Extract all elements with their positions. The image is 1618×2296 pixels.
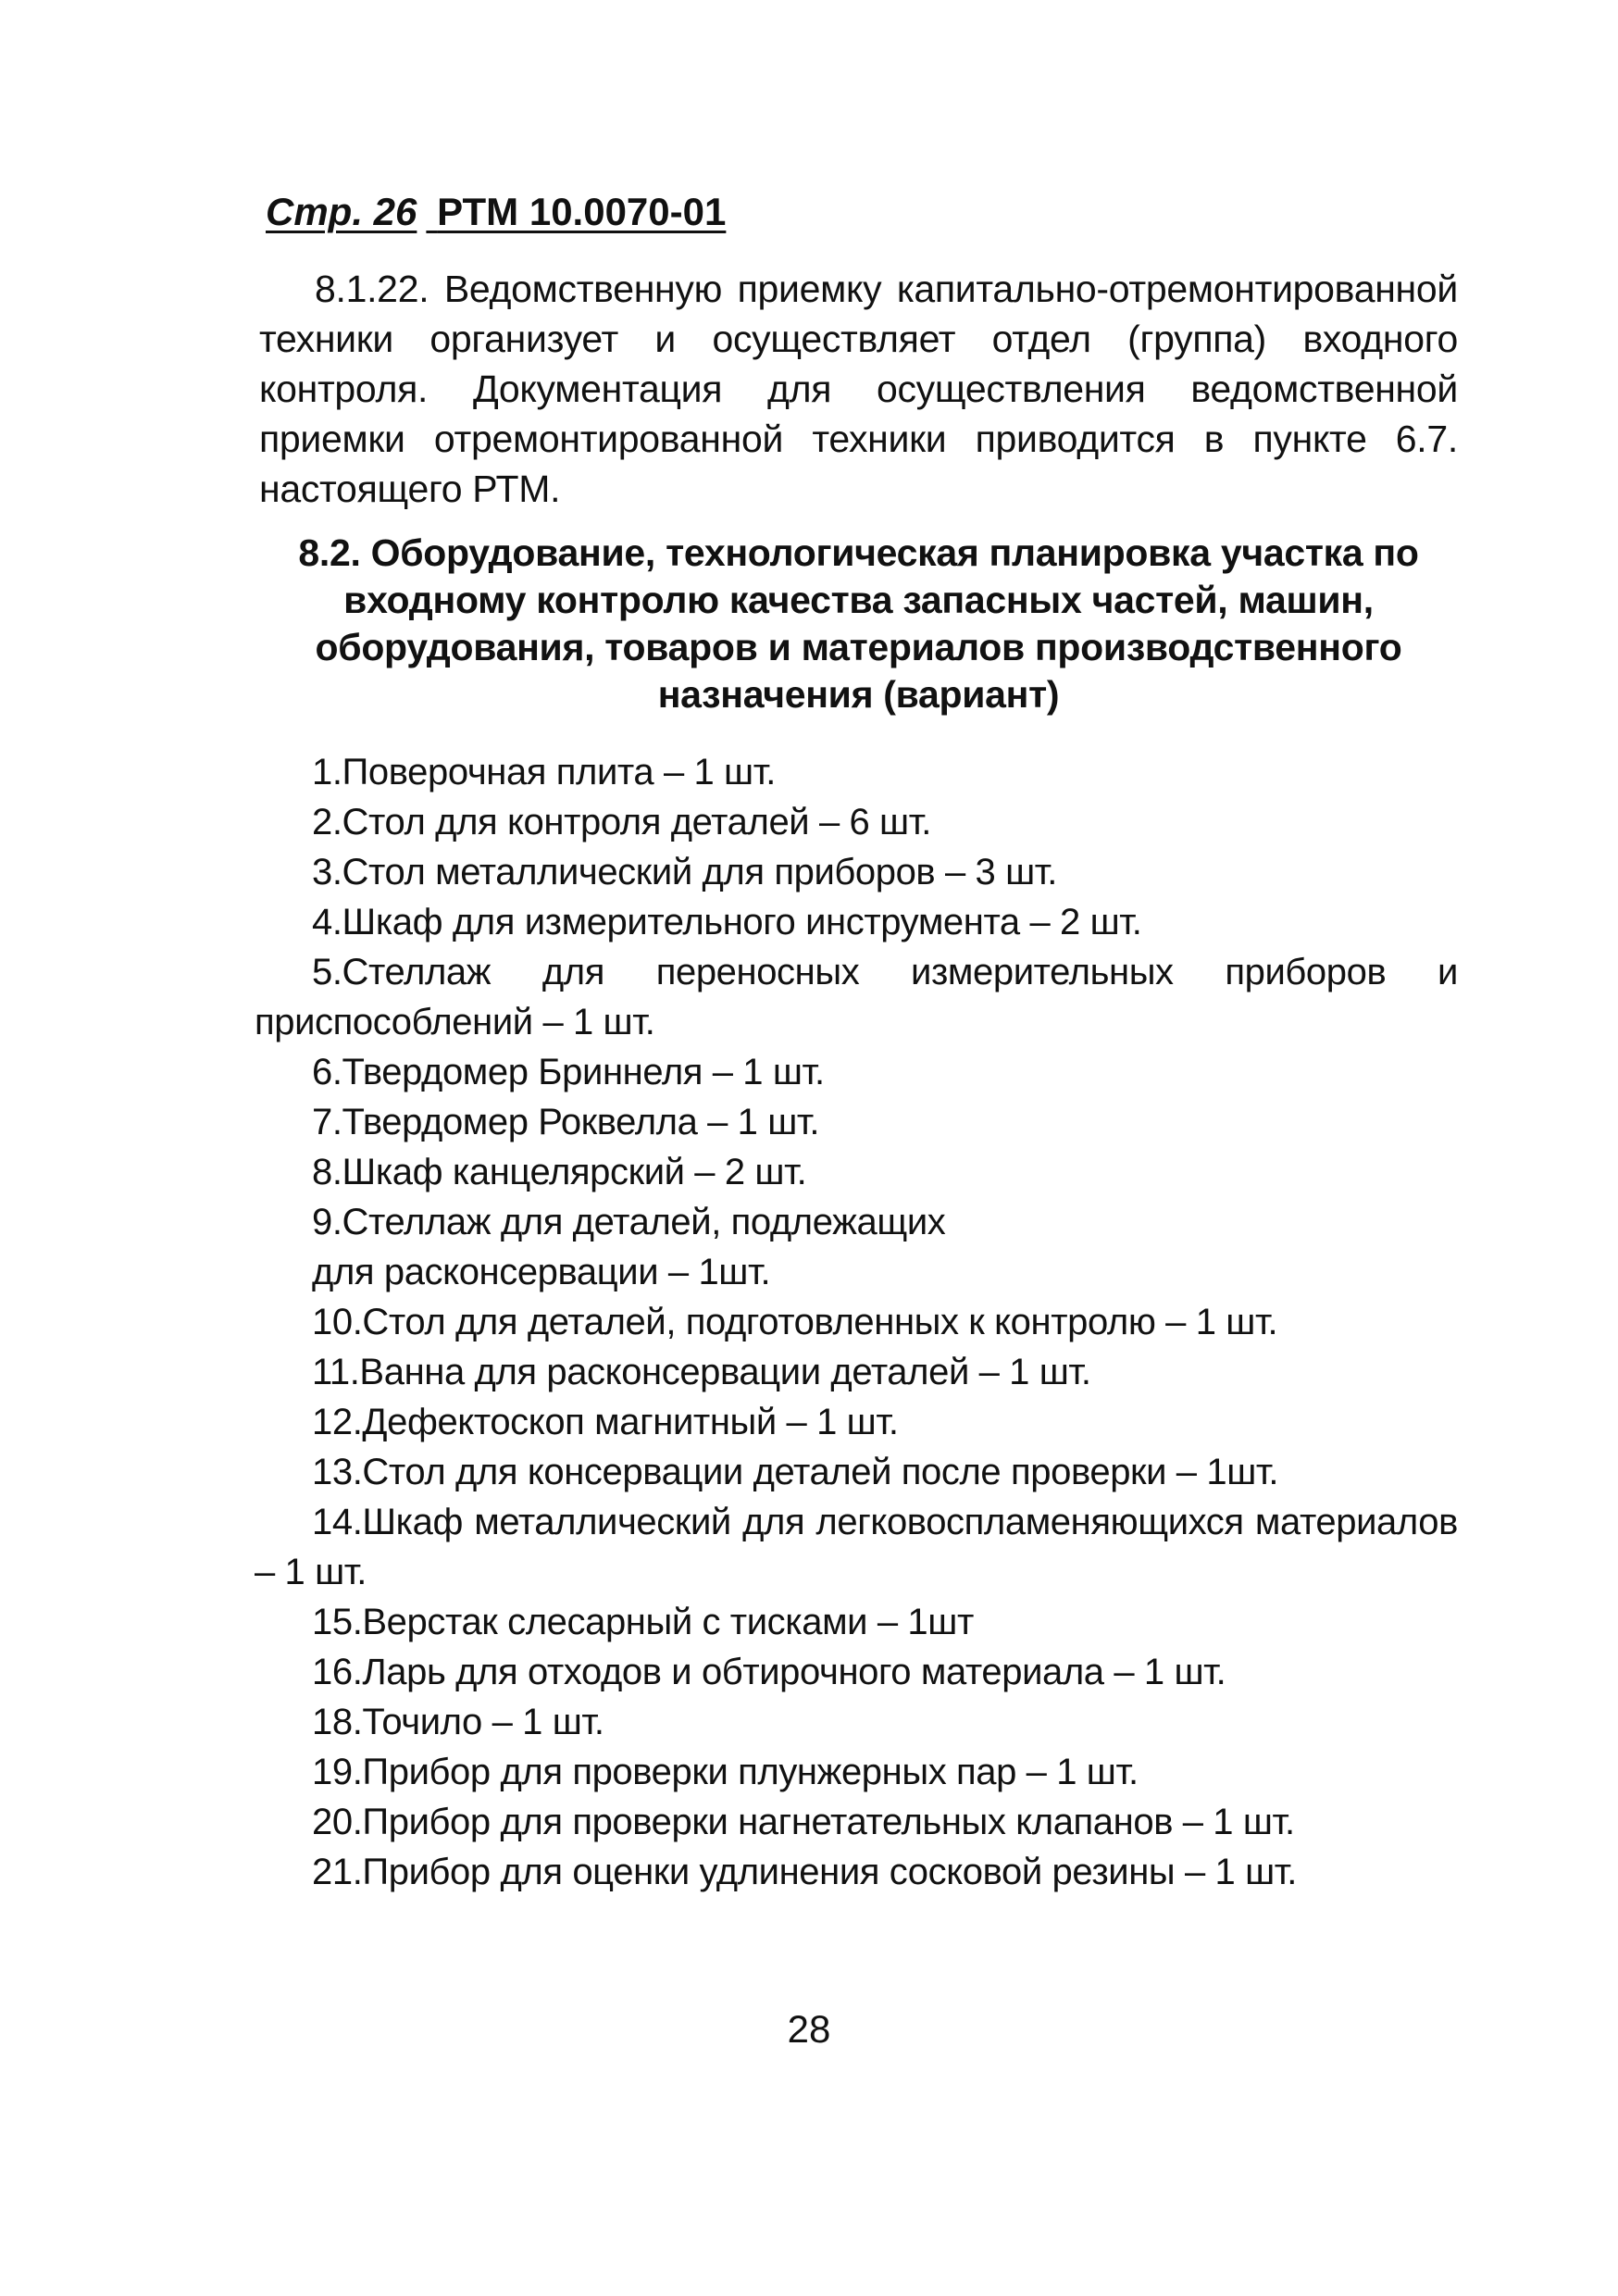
equipment-list bbox=[255, 747, 1458, 1897]
list-item: 1.Поверочная плита – 1 шт. bbox=[312, 752, 776, 792]
list-item: 8.Шкаф канцелярский – 2 шт. bbox=[312, 1152, 807, 1192]
list-item: 16.Ларь для отходов и обтирочного материала – 1 шт. bbox=[312, 1652, 1226, 1692]
paragraph-8-1-22: 8.1.22. Ведомственную приемку капитально-отремонтированной техники организует и осуществляет отдел (группа) входного контроля. Документация для осуществления ведомственной приемки отремонтированной техники приводится в пункте 6.7. настоящего РТМ. bbox=[259, 268, 1458, 510]
list-item: 20.Прибор для проверки нагнетательных клапанов – 1 шт. bbox=[312, 1802, 1295, 1842]
list-item: 7.Твердомер Роквелла – 1 шт. bbox=[312, 1102, 820, 1142]
document-code: РТМ 10.0070-01 bbox=[437, 190, 727, 233]
list-item: 6.Твердомер Бриннеля – 1 шт. bbox=[312, 1052, 825, 1092]
page-header bbox=[266, 190, 726, 234]
list-item: 9.Стеллаж для деталей, подлежащих bbox=[312, 1202, 946, 1242]
section-title-8-2: 8.2. Оборудование, технологическая планировка участка по входному контролю качества запасных частей, машин, оборудования, товаров и материалов производственного назначения (вариант) bbox=[298, 531, 1419, 716]
list-item-continuation: для расконсервации – 1шт. bbox=[312, 1252, 771, 1292]
list-item: 15.Верстак слесарный с тисками – 1шт bbox=[312, 1602, 974, 1642]
list-item: 10.Стол для деталей, подготовленных к контролю – 1 шт. bbox=[312, 1302, 1278, 1342]
list-item: 3.Стол металлический для приборов – 3 шт. bbox=[312, 852, 1058, 892]
list-item: 21.Прибор для оценки удлинения сосковой резины – 1 шт. bbox=[312, 1852, 1298, 1892]
list-item: 12.Дефектоскоп магнитный – 1 шт. bbox=[312, 1402, 899, 1442]
list-item: 4.Шкаф для измерительного инструмента – 2 шт. bbox=[312, 902, 1142, 942]
page-label: Стр. 26 bbox=[266, 190, 417, 233]
list-item: 2.Стол для контроля деталей – 6 шт. bbox=[312, 802, 931, 842]
list-item: 14.Шкаф металлический для легковоспламеняющихся материалов – 1 шт. bbox=[255, 1502, 1458, 1592]
page-number: 28 bbox=[787, 2007, 831, 2051]
list-item: 5.Стеллаж для переносных измерительных приборов и приспособлений – 1 шт. bbox=[255, 952, 1458, 1042]
list-item: 11.Ванна для расконсервации деталей – 1 шт. bbox=[312, 1352, 1091, 1392]
list-item: 18.Точило – 1 шт. bbox=[312, 1702, 604, 1742]
list-item: 13.Стол для консервации деталей после проверки – 1шт. bbox=[312, 1452, 1279, 1492]
list-item: 19.Прибор для проверки плунжерных пар – 1 шт. bbox=[312, 1752, 1139, 1792]
